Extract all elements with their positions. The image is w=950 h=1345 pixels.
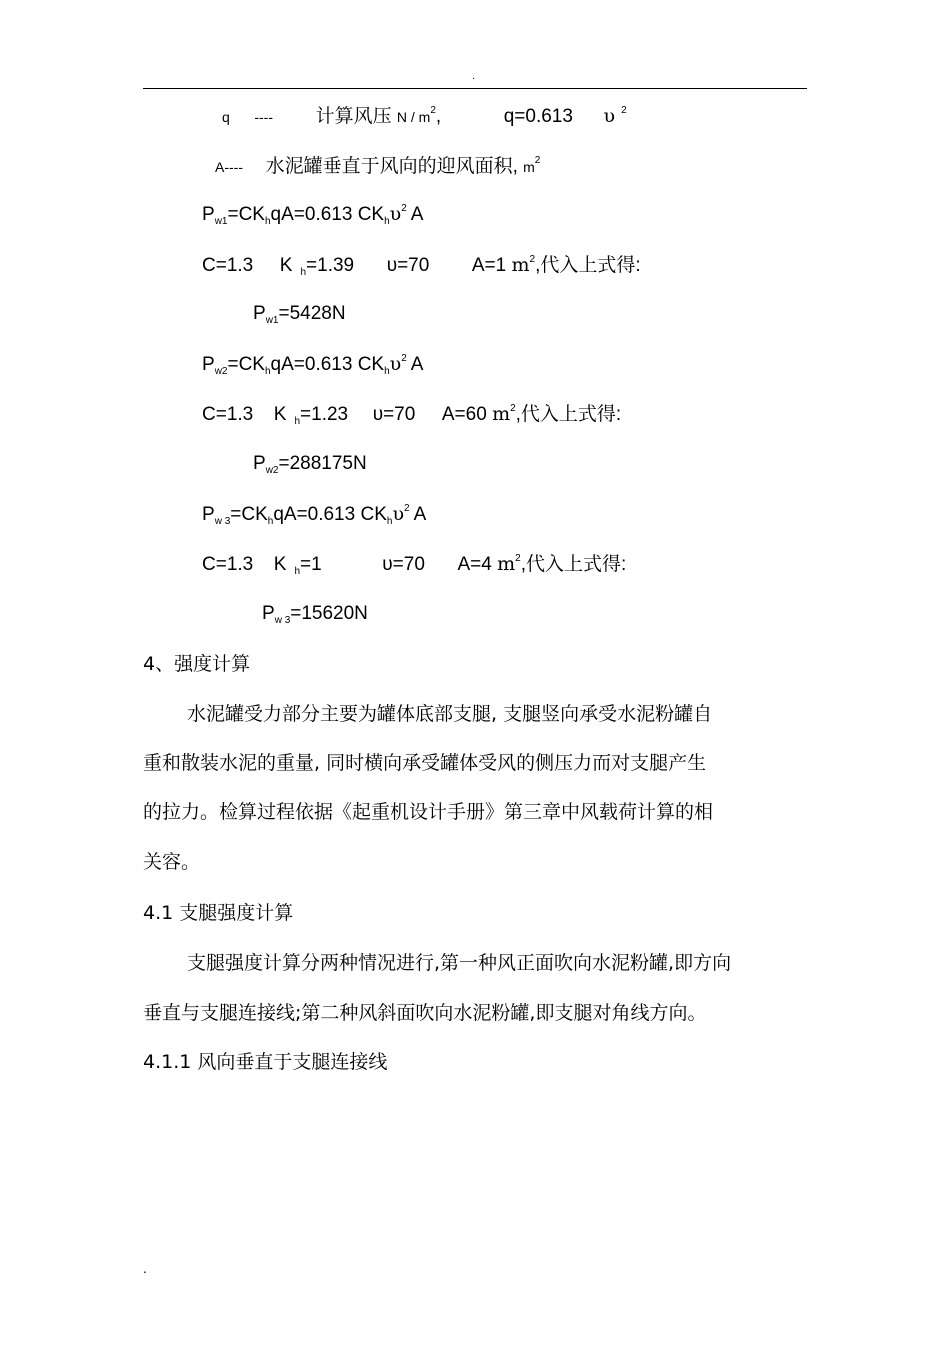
q-unit: N / m [396, 109, 431, 125]
paragraph-line: 垂直与支腿连接线;第二种风斜面吹向水泥粉罐,即支腿对角线方向。 [143, 1002, 707, 1024]
q-description: 计算风压 [315, 106, 392, 127]
footer-dot: . [143, 1262, 147, 1276]
result-pw2: $P_{w2}=288175N$ [253, 453, 367, 476]
result-pw3: $P_{w 3}=15620N$ [262, 603, 368, 626]
q-upsilon: υ [603, 105, 616, 127]
q-formula: q=0.613 [503, 106, 573, 127]
subsubsection-title: 4.1.1 风向垂直于支腿连接线 [143, 1051, 388, 1073]
q-dash: ---- [254, 109, 274, 125]
q-unit-exponent: 2 [430, 105, 436, 116]
q-upsilon-exponent: 2 [621, 105, 627, 116]
A-symbol: A---- [215, 159, 243, 175]
A-unit-exponent: 2 [534, 155, 541, 166]
subsection-title: 4.1 支腿强度计算 [143, 902, 294, 924]
result-pw1: $P_{w1}=5428N$ [253, 303, 346, 326]
params-pw1: C=1.3 K $_h$=1.39 υ=70 A=1 $m^2$,代入上式得: [202, 254, 641, 278]
formula-pw2: $P_{w2}=CK_hqA=0.613$ $CK_h\upsilon^2$ A [202, 353, 424, 377]
params-pw2: C=1.3 K $_h$=1.23 υ=70 A=60 $m^2$,代入上式得: [202, 403, 622, 427]
A-unit: m [523, 159, 535, 175]
section-title: 4、强度计算 [143, 653, 251, 675]
params-pw3: C=1.3 K $_h$=1 υ=70 A=4 $m^2$,代入上式得: [202, 553, 627, 577]
formula-pw3: $P_{w 3}=CK_hqA=0.613$ $CK_h\upsilon^2$ A [202, 503, 427, 527]
paragraph-line: 重和散装水泥的重量, 同时横向承受罐体受风的侧压力而对支腿产生 [143, 752, 707, 774]
A-description: 水泥罐垂直于风向的迎风面积, [265, 156, 518, 177]
header-rule [143, 88, 807, 89]
q-comma: , [435, 106, 442, 127]
paragraph-line: 的拉力。检算过程依据《起重机设计手册》第三章中风载荷计算的相 [143, 801, 714, 823]
header-dot: . [472, 71, 476, 82]
definition-q [222, 104, 627, 132]
paragraph-line: 水泥罐受力部分主要为罐体底部支腿, 支腿竖向承受水泥粉罐自 [187, 703, 713, 725]
formula-pw1: $P_{w1}=CK_hqA=0.613$ $CK_h\upsilon^2$ A [202, 203, 424, 227]
paragraph-line: 关容。 [143, 851, 201, 873]
paragraph-line: 支腿强度计算分两种情况进行,第一种风正面吹向水泥粉罐,即方向 [187, 952, 732, 974]
q-symbol: q [222, 109, 230, 125]
definition-A [215, 155, 540, 182]
